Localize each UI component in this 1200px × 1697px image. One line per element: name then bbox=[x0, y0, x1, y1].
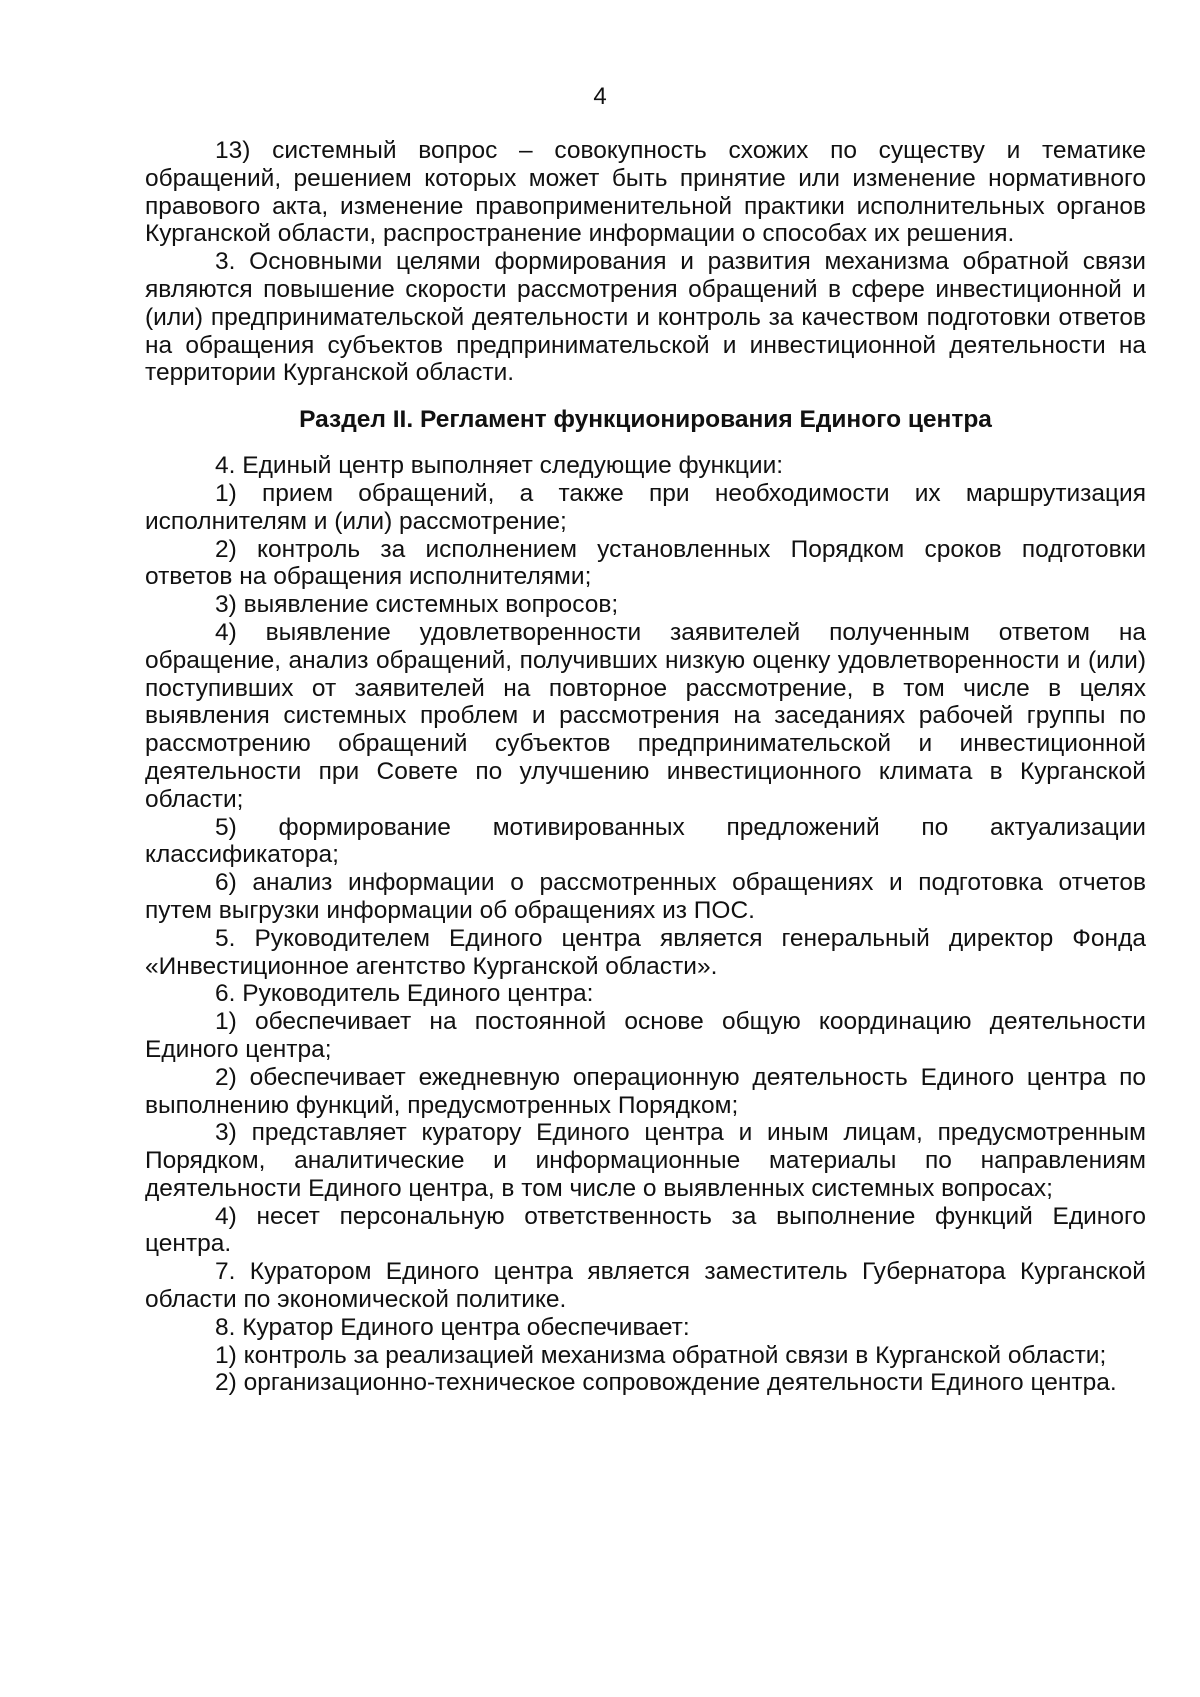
document-body bbox=[145, 137, 1146, 1397]
paragraph: 4. Единый центр выполняет следующие функции: bbox=[215, 452, 784, 480]
paragraph: 8. Куратор Единого центра обеспечивает: bbox=[215, 1313, 690, 1341]
paragraph: 5. Руководителем Единого центра является генеральный директор Фонда «Инвестиционное агентство Курганской области». bbox=[145, 924, 1146, 980]
paragraph: 4) выявление удовлетворенности заявителей полученным ответом на обращение, анализ обращений, получивших низкую оценку удовлетворенности и (или) поступивших от заявителей на повторное рассмотрение, в том числе в целях выявления системных проблем и рассмотрения на заседаниях рабочей группы по рассмотрению обращений субъектов предпринимательской и инвестиционной деятельности при Совете по улучшению инвестиционного климата в Курганской области; bbox=[145, 618, 1146, 813]
paragraph: 13) системный вопрос – совокупность схожих по существу и тематике обращений, решением которых может быть принятие или изменение нормативного правового акта, изменение правоприменительной практики исполнительных органов Курганской области, распространение информации о способах их решения. bbox=[145, 137, 1146, 248]
section-title: Раздел II. Регламент функционирования Единого центра bbox=[299, 406, 992, 434]
paragraph: 7. Куратором Единого центра является заместитель Губернатора Курганской области по экономической политике. bbox=[145, 1258, 1146, 1314]
paragraph: 5) формирование мотивированных предложений по актуализации классификатора; bbox=[145, 813, 1146, 869]
paragraph: 2) организационно-техническое сопровождение деятельности Единого центра. bbox=[215, 1369, 1117, 1397]
paragraph: 1) прием обращений, а также при необходимости их маршрутизация исполнителям и (или) рассмотрение; bbox=[145, 479, 1146, 535]
paragraph: 2) обеспечивает ежедневную операционную деятельность Единого центра по выполнению функций, предусмотренных Порядком; bbox=[145, 1063, 1146, 1119]
paragraph: 4) несет персональную ответственность за выполнение функций Единого центра. bbox=[145, 1202, 1146, 1258]
paragraph: 3. Основными целями формирования и развития механизма обратной связи являются повышение скорости рассмотрения обращений в сфере инвестиционной и (или) предпринимательской деятельности и контроль за качеством подготовки ответов на обращения субъектов предпринимательской и инвестиционной деятельности на территории Курганской области. bbox=[145, 248, 1146, 387]
paragraph: 3) выявление системных вопросов; bbox=[215, 591, 619, 619]
paragraph: 2) контроль за исполнением установленных Порядком сроков подготовки ответов на обращения исполнителями; bbox=[145, 535, 1146, 591]
paragraph: 3) представляет куратору Единого центра и иным лицам, предусмотренным Порядком, аналитические и информационные материалы по направлениям деятельности Единого центра, в том числе о выявленных системных вопросах; bbox=[145, 1119, 1146, 1202]
paragraph: 1) контроль за реализацией механизма обратной связи в Курганской области; bbox=[215, 1341, 1107, 1369]
paragraph: 6) анализ информации о рассмотренных обращениях и подготовка отчетов путем выгрузки информации об обращениях из ПОС. bbox=[145, 869, 1146, 924]
paragraph: 1) обеспечивает на постоянной основе общую координацию деятельности Единого центра; bbox=[145, 1008, 1146, 1063]
paragraph: 6. Руководитель Единого центра: bbox=[215, 980, 594, 1008]
page-number: 4 bbox=[593, 83, 607, 110]
